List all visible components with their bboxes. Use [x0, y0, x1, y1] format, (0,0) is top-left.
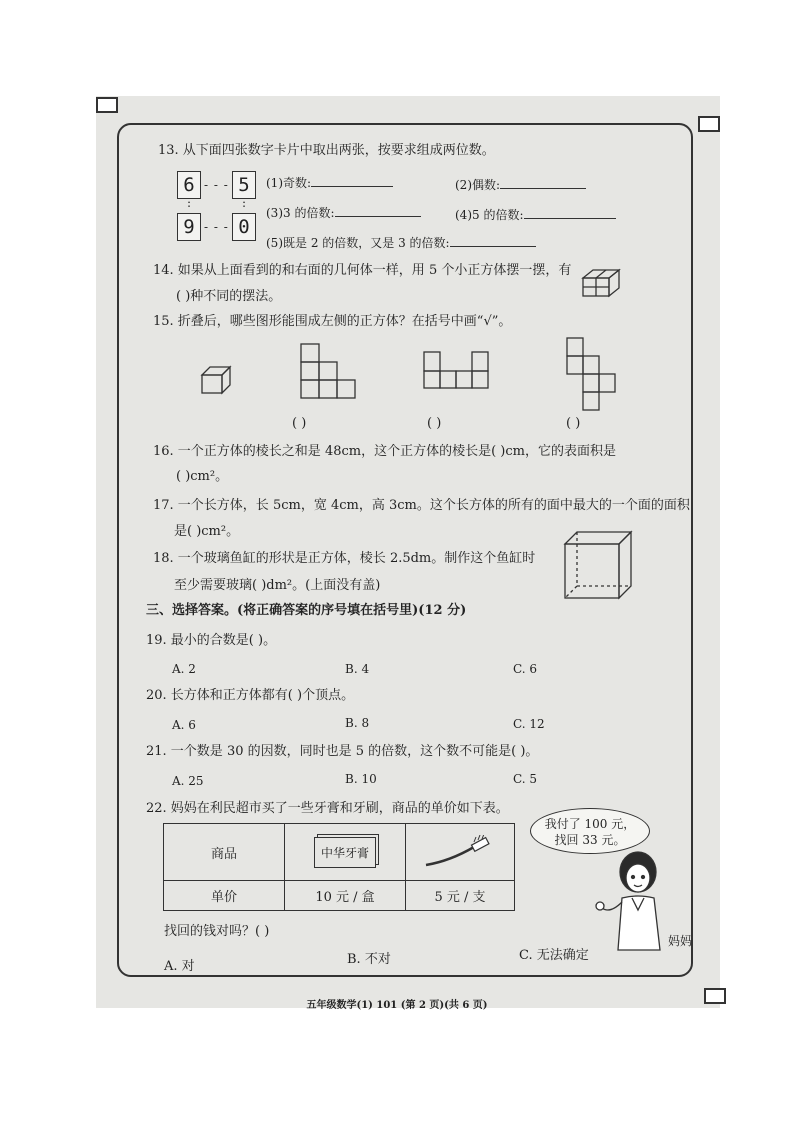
q17-line2: 是( )cm²。 — [174, 524, 240, 539]
q13-part-3: (3)3 的倍数: — [266, 204, 421, 221]
table-row — [164, 881, 515, 911]
q21-option-b: B. 10 — [345, 772, 377, 786]
page-footer: 五年级数学(1) 101 (第 2 页)(共 6 页) — [306, 1000, 488, 1011]
q22-ask: 找回的钱对吗？( ) — [164, 924, 270, 939]
q18-line1: 18. 一个玻璃鱼缸的形状是正方体，棱长 2.5dm。制作这个鱼缸时 — [153, 551, 536, 566]
section-3-heading: 三、选择答案。(将正确答案的序号填在括号里)(12 分) — [146, 603, 467, 618]
q21-option-a: A. 25 — [172, 774, 204, 788]
q13-part-2: (2)偶数: — [455, 176, 586, 193]
row-label-product: 商品 — [164, 824, 285, 881]
q13-part-1: (1)奇数: — [266, 174, 393, 191]
q21-question: 21. 一个数是 30 的因数，同时也是 5 的倍数，这个数不可能是( )。 — [146, 744, 539, 759]
corner-mark-top-left — [96, 97, 118, 113]
card-connector: : — [187, 196, 193, 210]
q14-line2: ( )种不同的摆法。 — [176, 289, 282, 304]
q20-option-a: A. 6 — [172, 718, 196, 732]
q19-option-b: B. 4 — [345, 662, 370, 676]
q14-line1: 14. 如果从上面看到的和右面的几何体一样，用 5 个小正方体摆一摆，有 — [153, 263, 572, 278]
q13-part-5: (5)既是 2 的倍数，又是 3 的倍数: — [266, 234, 536, 251]
digit-card-0: 0 — [232, 213, 256, 241]
q19-option-a: A. 2 — [172, 662, 196, 676]
digit-card-9: 9 — [177, 213, 201, 241]
digit-card-6: 6 — [177, 171, 201, 199]
q22-option-a: A. 对 — [164, 959, 195, 974]
cube-figure — [202, 367, 232, 395]
bubble-line-2: 找回 33 元。 — [554, 833, 626, 847]
q20-option-b: B. 8 — [345, 716, 370, 730]
q16-line1: 16. 一个正方体的棱长之和是 48cm，这个正方体的棱长是( )cm，它的表面积是 — [153, 444, 616, 459]
q21-option-c: C. 5 — [513, 772, 538, 786]
toothbrush-cell — [406, 824, 515, 881]
toothpaste-cell — [285, 824, 406, 881]
mom-label: 妈妈 — [668, 934, 693, 948]
q15-title: 15. 折叠后，哪些图形能围成左侧的正方体？在括号中画“√”。 — [153, 314, 512, 329]
corner-mark-top-right — [698, 116, 720, 132]
speech-bubble — [530, 808, 650, 854]
price-table — [163, 823, 515, 911]
q22-question: 22. 妈妈在利民超市买了一些牙膏和牙刷，商品的单价如下表。 — [146, 801, 509, 816]
toothpaste-price: 10 元 / 盒 — [285, 881, 406, 911]
card-connector: : — [242, 196, 248, 210]
cube-net-2 — [424, 350, 504, 392]
q18-line2: 至少需要玻璃( )dm²。(上面没有盖) — [174, 578, 381, 593]
cube-net-3 — [567, 338, 627, 412]
q22-option-b: B. 不对 — [347, 952, 391, 967]
q19-option-c: C. 6 — [513, 662, 538, 676]
q13-title: 13. 从下面四张数字卡片中取出两张，按要求组成两位数。 — [158, 143, 495, 158]
q22-option-c: C. 无法确定 — [519, 948, 589, 963]
table-row — [164, 824, 515, 881]
q19-question: 19. 最小的合数是( )。 — [146, 633, 277, 648]
card-connector: - - - — [204, 220, 229, 234]
cube-net-1 — [301, 344, 361, 404]
fish-tank-figure — [563, 530, 635, 602]
q13-part-4: (4)5 的倍数: — [455, 206, 616, 223]
row-label-price: 单价 — [164, 881, 285, 911]
q15-answer-bracket-3[interactable]: ( ) — [566, 416, 581, 431]
toothbrush-price: 5 元 / 支 — [406, 881, 515, 911]
toothpaste-box: 中华牙膏 — [314, 837, 376, 868]
q16-line2: ( )cm²。 — [176, 469, 229, 484]
q20-option-c: C. 12 — [513, 717, 545, 731]
q15-answer-bracket-2[interactable]: ( ) — [427, 416, 442, 431]
digit-card-5: 5 — [232, 171, 256, 199]
card-connector: - - - — [204, 178, 229, 192]
bubble-line-1: 我付了 100 元， — [544, 817, 636, 831]
q17-line1: 17. 一个长方体，长 5cm，宽 4cm，高 3cm。这个长方体的所有的面中最大的一个面的面积 — [153, 498, 690, 513]
cube-stack-top-view-figure — [583, 268, 623, 298]
toothbrush-icon — [420, 835, 500, 869]
q15-answer-bracket-1[interactable]: ( ) — [292, 416, 307, 431]
q20-question: 20. 长方体和正方体都有( )个顶点。 — [146, 688, 355, 703]
